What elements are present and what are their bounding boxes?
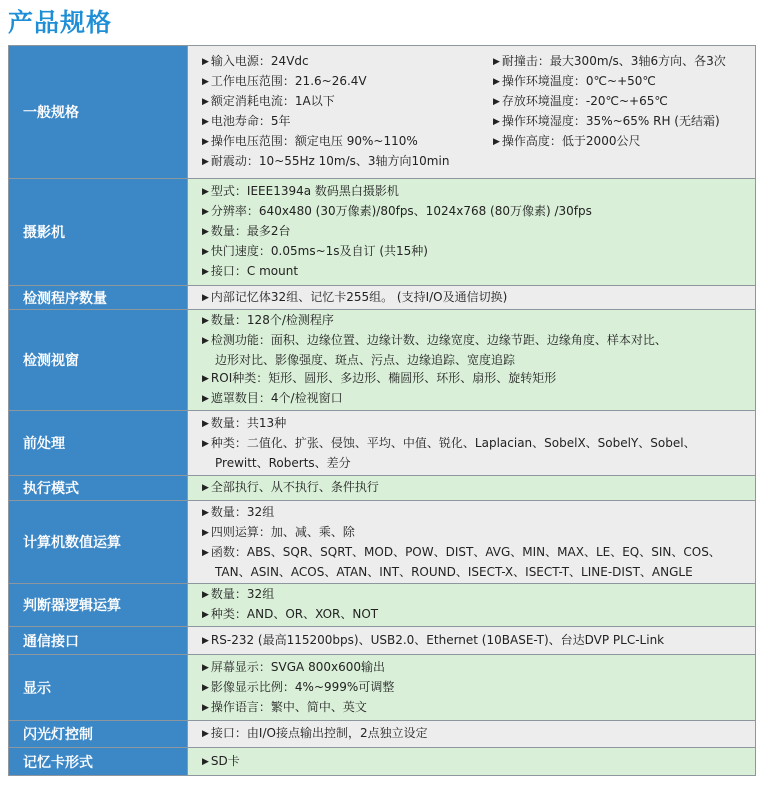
- bullet-arrow-icon: ▶: [493, 117, 500, 127]
- spec-item-text: 接口：由I/O接点输出控制，2点独立设定: [210, 726, 428, 740]
- spec-row-inspection-window: [9, 310, 756, 411]
- general-left-list: [202, 52, 493, 172]
- spec-item: [202, 331, 751, 351]
- row-content: [188, 627, 756, 655]
- bullet-arrow-icon: ▶: [202, 662, 209, 673]
- spec-item: [202, 478, 751, 498]
- spec-item-text: 操作电压范围：额定电压 90%~110%: [210, 134, 418, 148]
- row-content: [188, 179, 756, 286]
- spec-item-text: RS-232 (最高115200bps)、USB2.0、Ethernet (10BASE-T)、台达DVP PLC-Link: [210, 632, 665, 647]
- general-right-list: [493, 52, 751, 172]
- spec-item: [202, 523, 751, 543]
- spec-item: [202, 724, 751, 744]
- bullet-arrow-icon: ▶: [202, 137, 209, 147]
- row-content: [188, 46, 756, 179]
- bullet-arrow-icon: ▶: [493, 77, 500, 87]
- row-content: [188, 411, 756, 476]
- spec-row-camera: [9, 179, 756, 286]
- spec-item: [493, 72, 751, 92]
- spec-item: [202, 543, 751, 563]
- bullet-arrow-icon: ▶: [202, 292, 209, 303]
- spec-item: [202, 698, 751, 718]
- bullet-arrow-icon: ▶: [202, 394, 209, 404]
- page-title: 产品规格: [8, 8, 113, 37]
- spec-item-text: 检测功能：面积、边缘位置、边缘计数、边缘宽度、边缘节距、边缘角度、样本对比、: [210, 333, 667, 347]
- inspection-list-b: [202, 369, 751, 409]
- spec-item-text: 额定消耗电流：1A以下: [210, 94, 335, 108]
- spec-item-text: 电池寿命：5年: [210, 114, 291, 128]
- spec-item-text: 内部记忆体32组、记忆卡255组。 (支持I/O及通信切换): [210, 289, 508, 304]
- spec-item: [202, 152, 493, 172]
- bullet-arrow-icon: ▶: [202, 682, 209, 693]
- row-label: 记忆卡形式: [9, 748, 188, 776]
- spec-item: [202, 72, 493, 92]
- spec-item: [493, 132, 751, 152]
- spec-item-text: 输入电源：24Vdc: [210, 54, 309, 68]
- bullet-arrow-icon: ▶: [202, 227, 209, 237]
- spec-item-text: 耐撞击：最大300m/s、3轴6方向、各3次: [501, 54, 726, 68]
- row-label: 闪光灯控制: [9, 721, 188, 748]
- bullet-arrow-icon: ▶: [202, 439, 209, 449]
- bullet-arrow-icon: ▶: [202, 528, 209, 538]
- spec-row-memory-card: [9, 748, 756, 776]
- spec-item: [202, 92, 493, 112]
- bullet-arrow-icon: ▶: [493, 97, 500, 107]
- bullet-arrow-icon: ▶: [202, 729, 209, 739]
- row-label: 摄影机: [9, 179, 188, 286]
- spec-row-exec-mode: [9, 476, 756, 501]
- row-label: 一般规格: [9, 46, 188, 179]
- spec-item: [202, 678, 751, 698]
- computer-calc-list: [202, 503, 751, 563]
- bullet-arrow-icon: ▶: [202, 207, 209, 217]
- bullet-arrow-icon: ▶: [202, 548, 209, 558]
- row-content: [188, 310, 756, 411]
- spec-item: [493, 92, 751, 112]
- spec-item: [202, 631, 751, 651]
- bullet-arrow-icon: ▶: [202, 57, 209, 67]
- spec-item: [202, 222, 751, 242]
- spec-item-text: 遮罩数目：4个/检视窗口: [210, 391, 343, 405]
- spec-row-preprocess: [9, 411, 756, 476]
- row-content: [188, 748, 756, 776]
- spec-item: [202, 752, 751, 772]
- spec-item-text: 种类：AND、OR、XOR、NOT: [210, 607, 379, 621]
- spec-row-computer-calc: [9, 501, 756, 584]
- spec-item: [202, 132, 493, 152]
- bullet-arrow-icon: ▶: [202, 336, 209, 346]
- spec-item: [202, 503, 751, 523]
- spec-item: [202, 242, 751, 262]
- bullet-arrow-icon: ▶: [202, 483, 209, 493]
- bullet-arrow-icon: ▶: [202, 508, 209, 518]
- inspection-continuation: 边形对比、影像强度、斑点、污点、边缘追踪、宽度追踪: [215, 353, 516, 367]
- spec-item-text: 快门速度：0.05ms~1s及自订 (共15种): [210, 244, 428, 258]
- row-label: 检测程序数量: [9, 286, 188, 310]
- spec-item: [202, 288, 751, 308]
- bullet-arrow-icon: ▶: [202, 702, 209, 713]
- spec-item-text: 操作高度：低于2000公尺: [501, 134, 641, 148]
- inspection-list-a: [202, 311, 751, 351]
- bullet-arrow-icon: ▶: [202, 247, 209, 257]
- bullet-arrow-icon: ▶: [202, 157, 209, 167]
- spec-table: [8, 45, 756, 776]
- row-label: 计算机数值运算: [9, 501, 188, 584]
- bullet-arrow-icon: ▶: [202, 267, 209, 277]
- bullet-arrow-icon: ▶: [202, 187, 209, 197]
- preprocess-list: [202, 414, 751, 454]
- spec-row-logic-calc: [9, 584, 756, 627]
- spec-row-comm: [9, 627, 756, 655]
- row-label: 执行模式: [9, 476, 188, 501]
- spec-item: [202, 182, 751, 202]
- spec-item-text: 分辨率：640x480 (30万像素)/80fps、1024x768 (80万像素) /30fps: [210, 204, 592, 218]
- spec-item-text: 全部执行、从不执行、条件执行: [210, 480, 379, 494]
- spec-item: [202, 605, 751, 625]
- row-content: [188, 501, 756, 584]
- spec-item: [202, 658, 751, 678]
- spec-item: [202, 434, 751, 454]
- spec-item-text: 数量：最多2台: [210, 224, 291, 238]
- bullet-arrow-icon: ▶: [202, 77, 209, 87]
- spec-item-text: 函数：ABS、SQR、SQRT、MOD、POW、DIST、AVG、MIN、MAX、LE、EQ、SIN、COS、: [210, 545, 721, 559]
- spec-item-text: 型式：IEEE1394a 数码黑白摄影机: [210, 184, 399, 198]
- row-content: [188, 721, 756, 748]
- spec-item: [493, 112, 751, 132]
- row-label: 检测视窗: [9, 310, 188, 411]
- spec-item-text: ROI种类：矩形、圆形、多边形、椭圆形、环形、扇形、旋转矩形: [210, 371, 557, 385]
- bullet-arrow-icon: ▶: [202, 756, 209, 767]
- bullet-arrow-icon: ▶: [493, 57, 500, 67]
- bullet-arrow-icon: ▶: [202, 316, 209, 326]
- row-content: [188, 476, 756, 501]
- spec-item-text: SD卡: [210, 753, 240, 768]
- spec-item: [202, 112, 493, 132]
- bullet-arrow-icon: ▶: [493, 137, 500, 147]
- row-label: 显示: [9, 655, 188, 721]
- spec-item: [202, 52, 493, 72]
- bullet-arrow-icon: ▶: [202, 610, 209, 620]
- row-label: 通信接口: [9, 627, 188, 655]
- spec-item: [202, 202, 751, 222]
- spec-item-text: 存放环境温度：-20℃~+65℃: [501, 94, 668, 108]
- spec-item-text: 种类：二值化、扩张、侵蚀、平均、中值、锐化、Laplacian、SobelX、SobelY、Sobel、: [210, 436, 696, 450]
- spec-item: [202, 311, 751, 331]
- spec-item-text: 数量：32组: [210, 587, 275, 601]
- row-content: [188, 286, 756, 310]
- spec-item: [493, 52, 751, 72]
- spec-item-text: 数量：32组: [210, 505, 275, 519]
- spec-item-text: 影像显示比例：4%~999%可调整: [210, 679, 395, 694]
- bullet-arrow-icon: ▶: [202, 97, 209, 107]
- bullet-arrow-icon: ▶: [202, 419, 209, 429]
- preprocess-continuation: Prewitt、Roberts、差分: [215, 456, 351, 470]
- spec-row-strobe: [9, 721, 756, 748]
- spec-item-text: 操作环境湿度：35%~65% RH (无结霜): [501, 114, 720, 128]
- spec-item-text: 四则运算：加、减、乘、除: [210, 525, 355, 539]
- row-label: 前处理: [9, 411, 188, 476]
- spec-item: [202, 414, 751, 434]
- spec-item-text: 操作语言：繁中、简中、英文: [210, 699, 367, 714]
- spec-item-text: 数量：共13种: [210, 416, 287, 430]
- spec-item: [202, 369, 751, 389]
- row-label: 判断器逻辑运算: [9, 584, 188, 627]
- row-content: [188, 584, 756, 627]
- spec-item: [202, 262, 751, 282]
- bullet-arrow-icon: ▶: [202, 374, 209, 384]
- row-content: [188, 655, 756, 721]
- spec-row-program-count: [9, 286, 756, 310]
- spec-item: [202, 389, 751, 409]
- spec-item-text: 屏幕显示：SVGA 800x600输出: [210, 659, 385, 674]
- spec-item-text: 操作环境温度：0℃~+50℃: [501, 74, 656, 88]
- spec-item-text: 数量：128个/检测程序: [210, 313, 334, 327]
- bullet-arrow-icon: ▶: [202, 635, 209, 646]
- bullet-arrow-icon: ▶: [202, 590, 209, 600]
- spec-item-text: 耐震动：10~55Hz 10m/s、3轴方向10min: [210, 154, 450, 168]
- spec-item-text: 接口：C mount: [210, 264, 299, 278]
- spec-item: [202, 585, 751, 605]
- spec-item-text: 工作电压范围：21.6~26.4V: [210, 74, 367, 88]
- spec-row-display: [9, 655, 756, 721]
- computer-calc-continuation: TAN、ASIN、ACOS、ATAN、INT、ROUND、ISECT-X、ISECT-T、LINE-DIST、ANGLE: [215, 565, 693, 579]
- spec-row-general: [9, 46, 756, 179]
- bullet-arrow-icon: ▶: [202, 117, 209, 127]
